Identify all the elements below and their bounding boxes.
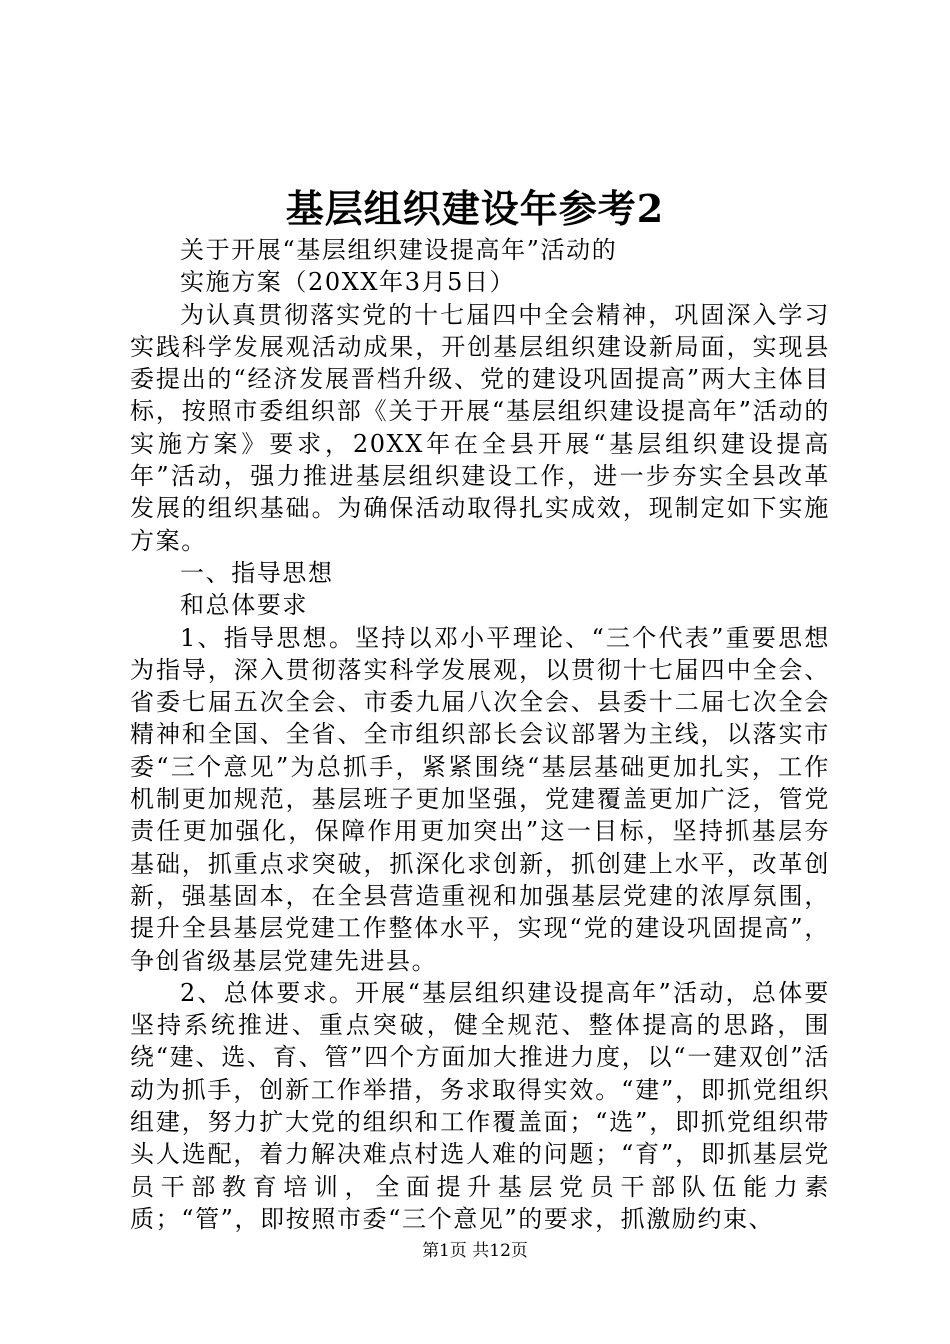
paragraph-heading-line-2: 实施方案（20XX年3月5日） xyxy=(180,268,516,297)
page-footer: 第1页 共12页 xyxy=(422,1241,528,1261)
paragraph-heading-line-1: 关于开展“基层组织建设提高年”活动的 xyxy=(180,236,618,264)
paragraph-overall-requirements: 2、总体要求。开展“基层组织建设提高年”活动，总体要坚持系统推进、重点突破，健全规范、整体提高的思路，围绕“建、选、育、管”四个方面加大推进力度，以“一建双创”活动为抓手，创新工作举措，务求取得实效。“建”，即抓党组织组建，努力扩大党的组织和工作覆盖面；“选”，即抓党组织带头人选配，着力解决难点村选人难的问题；“育”，即抓基层党员干部教育培训，全面提升基层党员干部队伍能力素质；“管”，即按照市委“三个意见”的要求，抓激励约束、 xyxy=(130,978,830,1233)
section-heading-1-continued: 和总体要求 xyxy=(180,591,308,620)
paragraph-intro: 为认真贯彻落实党的十七届四中全会精神，巩固深入学习实践科学发展观活动成果，开创基层组织建设新局面，实现县委提出的“经济发展晋档升级、党的建设巩固提高”两大主体目标，按照市委组织部《关于开展“基层组织建设提高年”活动的实施方案》要求，20XX年在全县开展“基层组织建设提高年”活动，强力推进基层组织建设工作，进一步夯实全县改革发展的组织基础。为确保活动取得扎实成效，现制定如下实施方案。 xyxy=(130,300,830,555)
document-body xyxy=(130,234,830,1235)
document-title: 基层组织建设年参考2 xyxy=(285,186,665,231)
section-heading-1: 一、指导思想 xyxy=(180,558,334,587)
paragraph-guiding-ideology: 1、指导思想。坚持以邓小平理论、“三个代表”重要思想为指导，深入贯彻落实科学发展观，以贯彻十七届四中全会、省委七届五次全会、市委九届八次全会、县委十二届七次全会精神和全国、全省、全市组织部长会议部署为主线，以落实市委“三个意见”为总抓手，紧紧围绕“基层基础更加扎实，工作机制更加规范，基层班子更加坚强，党建覆盖更加广泛，管党责任更加强化，保障作用更加突出”这一目标，坚持抓基层夯基础，抓重点求突破，抓深化求创新，抓创建上水平，改革创新，强基固本，在全县营造重视和加强基层党建的浓厚氛围，提升全县基层党建工作整体水平，实现“党的建设巩固提高”，争创省级基层党建先进县。 xyxy=(130,623,830,975)
